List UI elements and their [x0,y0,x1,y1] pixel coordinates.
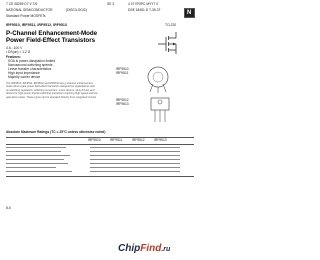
watermark-part-2: Find [140,243,162,254]
table-rule [6,144,194,145]
table-row [90,147,180,148]
package-label: TO-220 [165,23,177,27]
table-header: Absolute Maximum Ratings (TC = 25°C unless otherwise noted) [6,130,106,134]
mid-label-2: IRF9511 [116,71,129,75]
feature-item: Linear transfer characteristics [8,67,52,71]
company-name: NATIONAL SEMICONDUCTOR [6,8,53,12]
description-paragraph: The IRF9510, IRF9511, IRF9512 and IRF9513 are p-channel enhancement-mode silicon-gate power field-effect transistors designed for applications such as switching regulators, switching converters, motor drivers, relay drivers and drivers for high-power bipolar switching transistors requiring high speed and low gate-drive power. These types can be operated directly from integrated circuits. [6,82,98,99]
table-row [90,151,180,152]
feature-item: Majority carrier device [8,75,41,79]
table-col-header: IRF9511 [110,138,123,142]
table-row [90,159,180,160]
table-row [90,167,180,168]
feature-item: SOA is power-dissipation limited [8,59,56,63]
manufacturer-logo [184,8,195,18]
section-name: Standard Power MOSFETs [6,14,46,18]
header-stamp-left: 7 CE 08259 D7 V T/6 [6,2,38,6]
pkg-label-2: IRF9513 [116,102,129,106]
logo-text: N [187,10,192,16]
site-watermark [118,238,170,256]
to220-package-drawing [146,96,176,124]
header-stamp-right: 4 07 ERIPC MYY7 0 [128,2,159,6]
table-row [6,155,70,156]
header-stamp-mid: SE 3 [107,2,115,6]
watermark-part-1: Chip [118,243,141,254]
spec-line-1: 4 A, -100 V [6,46,23,50]
table-col-header: IRF9510 [88,138,101,142]
table-row [6,167,56,168]
mid-label-1: IRF9510 [116,67,129,71]
table-row [6,151,61,152]
p-channel-mosfet-symbol [156,30,186,56]
table-row [6,159,64,160]
package-outline-drawing [140,62,176,94]
table-row [90,155,180,156]
header-date: DSE 18451 D T-39-37 [128,8,161,12]
pkg-label-1: IRF9512 [116,98,129,102]
page-number: 8-5 [6,206,11,210]
table-row [6,147,66,148]
table-col-header: IRF9512 [132,138,145,142]
table-rule [6,176,194,177]
part-numbers: IRF9510, IRF9511, IRF9512, IRF9513 [6,23,67,27]
table-row [6,171,72,172]
title-line-2: Power Field-Effect Transistors [6,37,96,44]
feature-item: High input impedance [8,71,40,75]
spec-line-2: r DS(on) = 1.2 Ω [6,50,31,54]
table-row [6,163,68,164]
watermark-part-3: .ru [161,246,171,253]
table-row [90,171,180,172]
title-line-1: P-Channel Enhancement-Mode [6,30,98,37]
table-row [90,163,180,164]
table-col-header: IRF9513 [154,138,167,142]
distributor-name: (DISC/LOGIC) [66,8,88,12]
features-header: Features: [6,55,21,59]
feature-item: Nanosecond switching speeds [8,63,53,67]
